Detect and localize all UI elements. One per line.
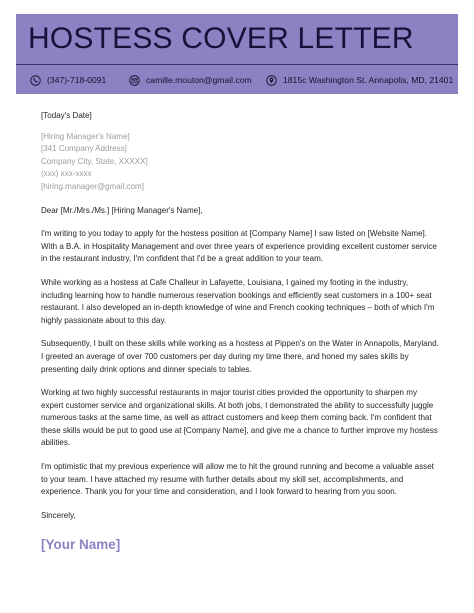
recipient-phone: (xxx) xxx-xxxx (41, 169, 92, 179)
paragraph-experience-2: Subsequently, I built on these skills while working as a hostess at Pippen's on the Water in Annapolis, Maryland. I greeted an average of over 700 customers per day during my time there, and honed my sales skills by presenting daily drink options and dinner specials to tables. (41, 339, 439, 374)
salutation: Dear [Mr./Mrs./Ms.] [Hiring Manager's Name], (41, 205, 203, 215)
paragraph-intro: I'm writing to you today to apply for the hostess position at [Company Name] I saw listed on [Website Name]. With a B.A. in Hospitality Management and over three years of experience providing excellent customer service in the restaurant industry, I'm confident that I'd be a great addition to your team. (41, 229, 437, 264)
letter-body (41, 110, 441, 553)
contact-email (129, 75, 252, 86)
contact-bar (16, 68, 458, 92)
phone-icon (30, 75, 41, 86)
paragraph-skills: Working at two highly successful restaurants in major tourist cities provided the opportunity to sharpen my expert customer service and organizational skills. At both jobs, I demonstrated the ability to successfully juggle numerous tasks at the same time, as well as attract customers and keep them coming back. I'm confident that these skills would be put to good use at [Company Name], and give me a chance to further improve my hostess abilities. (41, 388, 438, 448)
mail-icon (129, 75, 140, 86)
recipient-address: [341 Company Address] (41, 144, 127, 154)
recipient-name: [Hiring Manager's Name] (41, 131, 130, 141)
closing: Sincerely, (41, 510, 76, 520)
recipient-city: Company City, State, XXXXX] (41, 156, 148, 166)
location-pin-icon (266, 75, 277, 86)
recipient-block (41, 131, 441, 194)
recipient-email: [hiring.manager@gmail.com] (41, 181, 144, 191)
address-text: 1815c Washington St. Annapolis, MD, 21401 (283, 75, 454, 85)
phone-text: (347)-718-0091 (47, 75, 107, 85)
paragraph-experience-1: While working as a hostess at Cafe Challeur in Lafayette, Louisiana, I gained my footing in the industry, including learning how to handle numerous reservation bookings and efficiently seat customers in a 100+ seat restaurant. I also developed an in-depth knowledge of wine and French cooking techniques – both of which I'm highly passionate about to this day. (41, 277, 435, 325)
contact-phone (30, 75, 106, 86)
letter-date: [Today's Date] (41, 111, 92, 120)
signature: [Your Name] (41, 537, 121, 553)
contact-address (266, 75, 453, 86)
header-banner (16, 14, 458, 94)
page-title: HOSTESS COVER LETTER (28, 22, 414, 55)
header-divider (16, 64, 458, 65)
email-text: camille.mouton@gmail.com (146, 75, 252, 85)
paragraph-conclusion: I'm optimistic that my previous experience will allow me to hit the ground running and become a valuable asset to your team. I have attached my resume with further details about my skill set, accomplishments, and experience. Thank you for your time and consideration, and I look forward to hearing from you soon. (41, 462, 434, 497)
